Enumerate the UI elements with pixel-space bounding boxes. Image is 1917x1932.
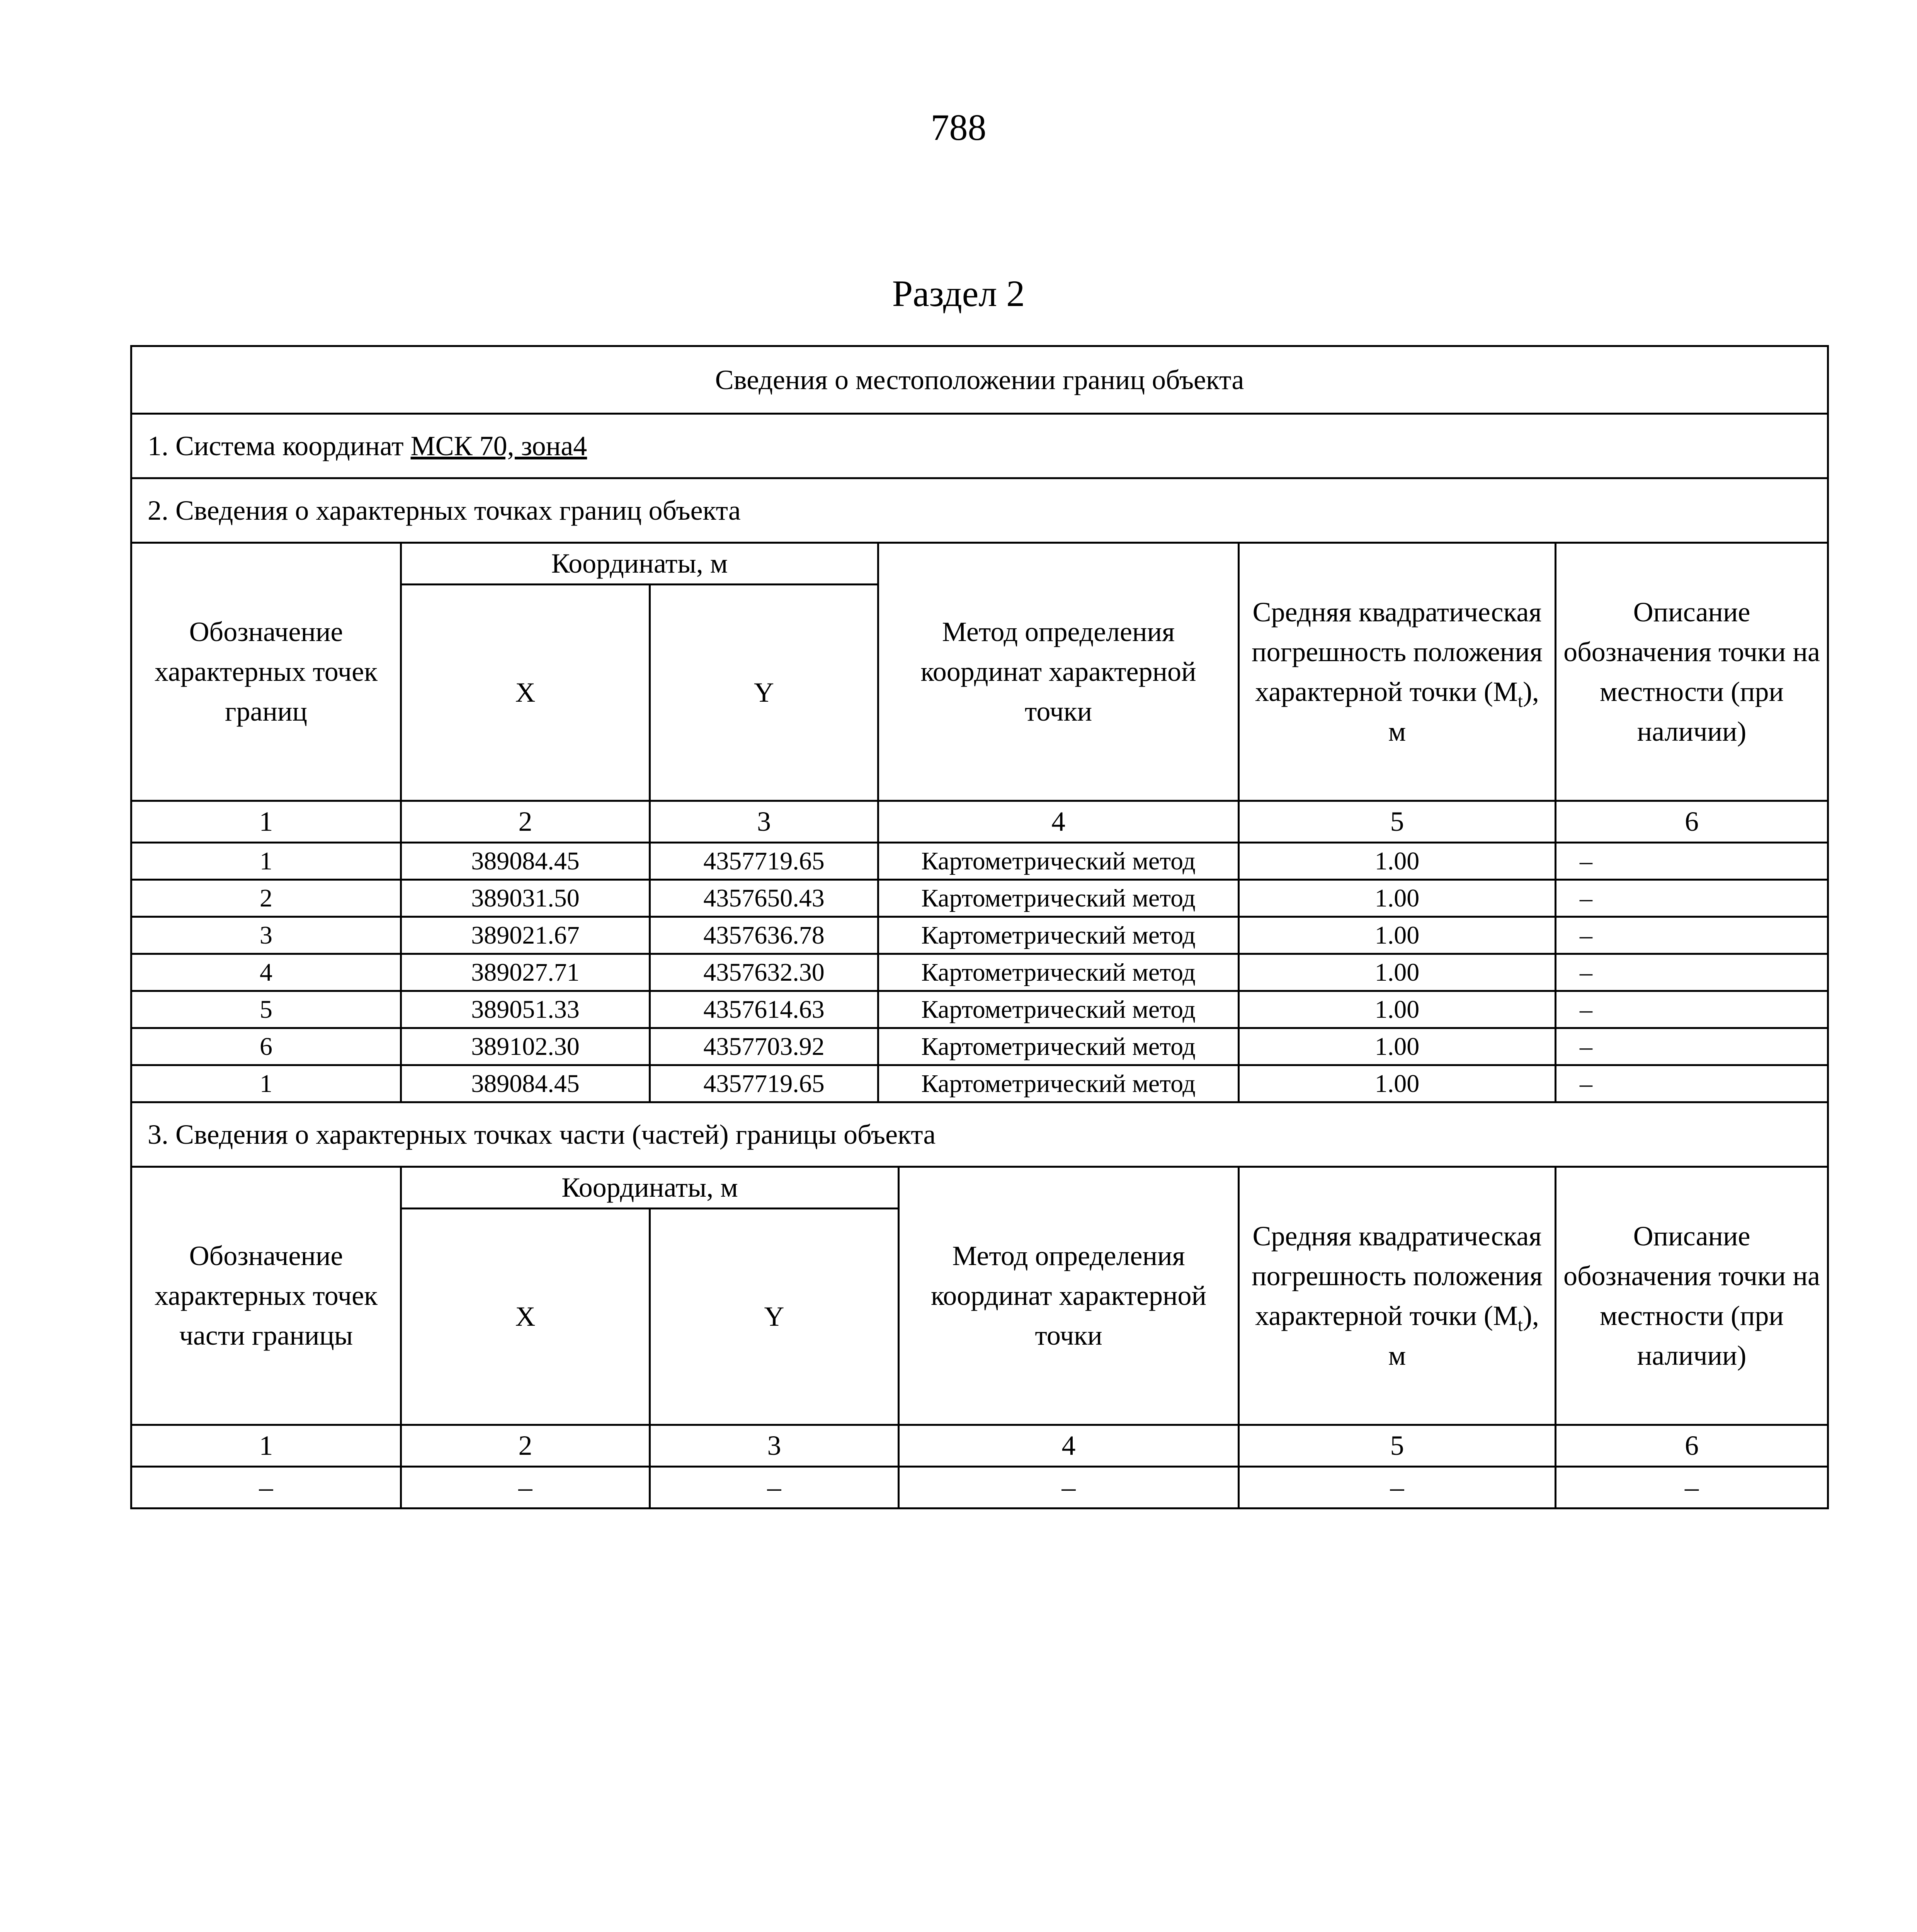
cell-y: 4357703.92 <box>650 1028 878 1065</box>
cell-y: – <box>650 1467 899 1509</box>
cell-y: 4357614.63 <box>650 991 878 1028</box>
header-description: Описание обозначения точки на местности (при наличии) <box>1556 543 1828 801</box>
cell-x: 389021.67 <box>401 917 650 954</box>
header-method: Метод определения координат характерной точки <box>878 543 1239 801</box>
cell-x: 389031.50 <box>401 880 650 917</box>
header-error: Средняя квадратическая погрешность положения характерной точки $(M_t)$, м <box>1239 543 1556 801</box>
table-row <box>131 1028 1828 1065</box>
cell-error: 1.00 <box>1239 880 1556 917</box>
cell-point: 1 <box>131 1065 401 1102</box>
cell-point: 6 <box>131 1028 401 1065</box>
column-number: 2 <box>401 801 650 843</box>
cell-desc: – <box>1556 1065 1828 1102</box>
cell-desc: – <box>1556 1028 1828 1065</box>
boundary-info-form <box>130 345 1827 1509</box>
cell-error: 1.00 <box>1239 954 1556 991</box>
table-row <box>131 1467 1828 1509</box>
section3-title: 3. Сведения о характерных точках части (частей) границы объекта <box>131 1102 1828 1167</box>
table-row <box>131 880 1828 917</box>
cell-method: Картометрический метод <box>878 880 1239 917</box>
table-row <box>131 954 1828 991</box>
cell-desc: – <box>1556 954 1828 991</box>
cell-method: Картометрический метод <box>878 1028 1239 1065</box>
section-title: Раздел 2 <box>892 273 1025 314</box>
cell-x: – <box>401 1467 650 1509</box>
cell-y: 4357719.65 <box>650 843 878 880</box>
table-row <box>131 1065 1828 1102</box>
cell-point: 2 <box>131 880 401 917</box>
cell-error: 1.00 <box>1239 917 1556 954</box>
column-number: 6 <box>1556 801 1828 843</box>
header-designation: Обозначение характерных точек части границы <box>131 1167 401 1425</box>
column-numbers-row <box>131 801 1828 843</box>
cell-x: 389084.45 <box>401 1065 650 1102</box>
cell-error: 1.00 <box>1239 843 1556 880</box>
header-y: Y <box>650 1209 899 1425</box>
column-number: 4 <box>878 801 1239 843</box>
cell-method: Картометрический метод <box>878 1065 1239 1102</box>
table-row <box>131 917 1828 954</box>
form-banner: Сведения о местоположении границ объекта <box>131 346 1828 414</box>
cell-error: – <box>1239 1467 1556 1509</box>
cell-x: 389027.71 <box>401 954 650 991</box>
cell-error: 1.00 <box>1239 1065 1556 1102</box>
column-number: 5 <box>1239 801 1556 843</box>
table-row <box>131 843 1828 880</box>
cell-y: 4357632.30 <box>650 954 878 991</box>
header-error: Средняя квадратическая погрешность положения характерной точки $(M_t)$, м <box>1239 1167 1556 1425</box>
header-designation: Обозначение характерных точек границ <box>131 543 401 801</box>
cell-y: 4357719.65 <box>650 1065 878 1102</box>
header-description: Описание обозначения точки на местности (при наличии) <box>1556 1167 1828 1425</box>
cell-error: 1.00 <box>1239 991 1556 1028</box>
column-number: 3 <box>650 1425 899 1467</box>
cell-method: Картометрический метод <box>878 917 1239 954</box>
cell-desc: – <box>1556 1467 1828 1509</box>
column-number: 5 <box>1239 1425 1556 1467</box>
cell-method: – <box>899 1467 1239 1509</box>
column-numbers-row <box>131 1425 1828 1467</box>
cell-desc: – <box>1556 880 1828 917</box>
cell-point: 3 <box>131 917 401 954</box>
column-number: 6 <box>1556 1425 1828 1467</box>
page-number: 788 <box>930 107 987 148</box>
table-row <box>131 991 1828 1028</box>
coordinate-system-label: 1. Система координат <box>148 430 411 461</box>
cell-error: 1.00 <box>1239 1028 1556 1065</box>
header-y: Y <box>650 585 878 801</box>
column-number: 4 <box>899 1425 1239 1467</box>
cell-method: Картометрический метод <box>878 991 1239 1028</box>
section3-table <box>130 1166 1829 1509</box>
cell-x: 389102.30 <box>401 1028 650 1065</box>
cell-desc: – <box>1556 991 1828 1028</box>
section2-table <box>130 345 1829 1168</box>
header-x: X <box>401 585 650 801</box>
column-number: 1 <box>131 1425 401 1467</box>
cell-method: Картометрический метод <box>878 954 1239 991</box>
cell-x: 389051.33 <box>401 991 650 1028</box>
header-coordinates: Координаты, м <box>401 1167 899 1209</box>
header-method: Метод определения координат характерной точки <box>899 1167 1239 1425</box>
column-number: 3 <box>650 801 878 843</box>
cell-point: 1 <box>131 843 401 880</box>
cell-desc: – <box>1556 917 1828 954</box>
cell-method: Картометрический метод <box>878 843 1239 880</box>
coordinate-system-value: МСК 70, зона4 <box>410 430 587 461</box>
cell-y: 4357636.78 <box>650 917 878 954</box>
section2-title: 2. Сведения о характерных точках границ объекта <box>131 478 1828 543</box>
cell-point: – <box>131 1467 401 1509</box>
coordinate-system <box>131 414 1828 478</box>
column-number: 2 <box>401 1425 650 1467</box>
cell-desc: – <box>1556 843 1828 880</box>
header-x: X <box>401 1209 650 1425</box>
cell-point: 5 <box>131 991 401 1028</box>
cell-point: 4 <box>131 954 401 991</box>
header-coordinates: Координаты, м <box>401 543 878 585</box>
column-number: 1 <box>131 801 401 843</box>
cell-y: 4357650.43 <box>650 880 878 917</box>
cell-x: 389084.45 <box>401 843 650 880</box>
